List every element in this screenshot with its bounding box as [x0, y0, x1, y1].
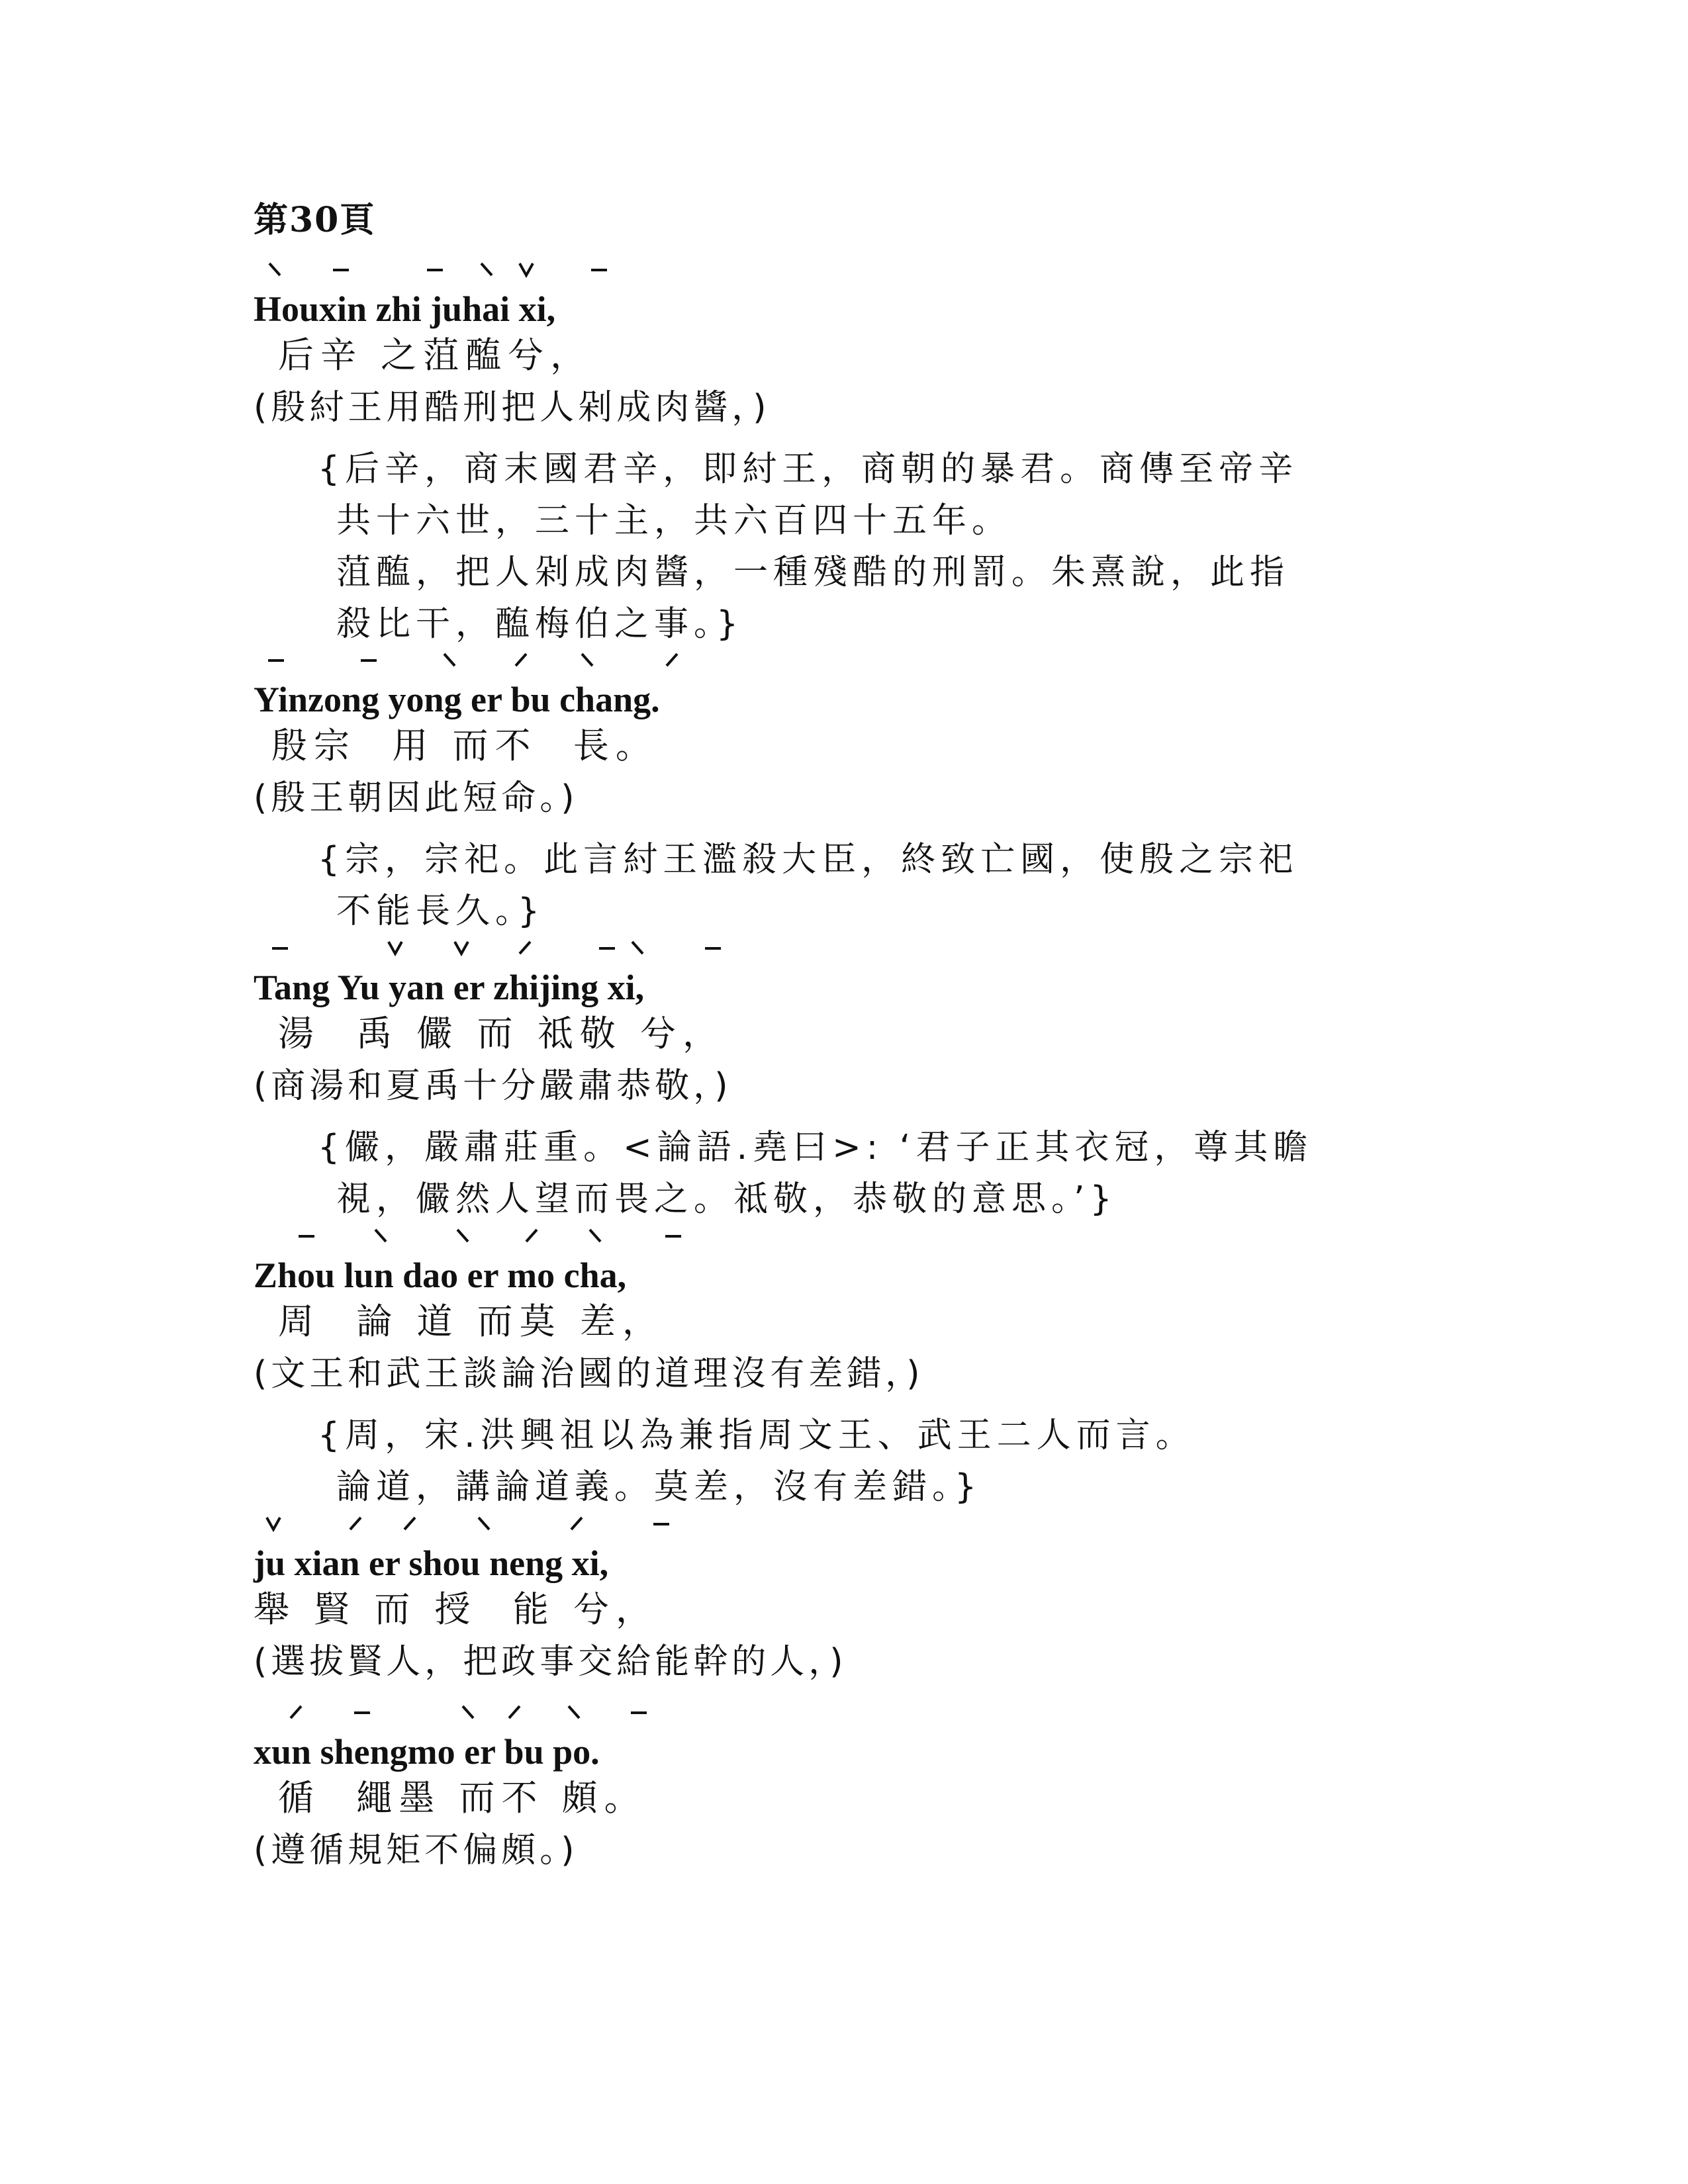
pinyin-line: xun shengmo er bu po. — [254, 1732, 600, 1772]
tone-marks — [254, 938, 1180, 964]
note-line: {后辛，商末國君辛，即紂王，商朝的暴君。商傳至帝辛 — [318, 449, 1299, 489]
translation-line: (選拔賢人，把政事交給能幹的人，) — [254, 1642, 847, 1682]
pinyin-line: ju xian er shou neng xi, — [254, 1543, 609, 1583]
annotation-note — [318, 443, 1443, 650]
pinyin-line: Houxin zhi juhai xi, — [254, 289, 556, 329]
pinyin-line: Zhou lun dao er mo cha, — [254, 1255, 627, 1295]
level-tone-mark-icon — [630, 1702, 648, 1722]
level-tone-mark-icon — [271, 938, 289, 958]
note-line: 菹醢，把人剁成肉醬，一種殘酷的刑罰。朱熹說，此指 — [336, 553, 1290, 592]
level-tone-mark-icon — [664, 1226, 682, 1246]
note-line: 論道，講論道義。莫差，沒有差錯。} — [336, 1467, 982, 1507]
falling-tone-mark-icon — [265, 259, 284, 279]
falling-tone-mark-icon — [578, 650, 596, 670]
rising-tone-mark-icon — [516, 938, 534, 958]
note-line: {周，宋.洪興祖以為兼指周文王、武王二人而言。 — [318, 1416, 1196, 1455]
level-tone-mark-icon — [426, 259, 444, 279]
rising-tone-mark-icon — [522, 1226, 541, 1246]
chinese-verse-line: 湯 禹 儼 而 祗敬 兮， — [278, 1013, 725, 1054]
rising-tone-mark-icon — [567, 1514, 586, 1533]
tone-marks — [254, 650, 1180, 676]
falling-tone-mark-icon — [459, 1702, 477, 1722]
falling-tone-mark-icon — [453, 1226, 472, 1246]
translation-line: (商湯和夏禹十分嚴肅恭敬，) — [254, 1066, 732, 1106]
pinyin-line: Yinzong yong er bu chang. — [254, 680, 660, 719]
dipping-tone-mark-icon — [517, 259, 536, 279]
rising-tone-mark-icon — [512, 650, 530, 670]
tone-marks — [254, 1702, 1180, 1729]
chinese-verse-line: 舉 賢 而 授 能 兮， — [254, 1588, 658, 1630]
dipping-tone-mark-icon — [452, 938, 471, 958]
falling-tone-mark-icon — [565, 1702, 583, 1722]
falling-tone-mark-icon — [440, 650, 459, 670]
translation-line: (遵循規矩不偏頗。) — [254, 1831, 579, 1870]
translation-line: (殷紂王用酷刑把人剁成肉醬，) — [254, 388, 771, 428]
level-tone-mark-icon — [704, 938, 722, 958]
level-tone-mark-icon — [598, 938, 616, 958]
note-line: 視，儼然人望而畏之。祗敬，恭敬的意思。’} — [336, 1179, 1117, 1219]
tone-marks — [254, 1514, 1180, 1540]
page-number-label: 第30頁 — [254, 200, 376, 240]
note-line: {儼，嚴肅莊重。<論語.堯曰>: ‘君子正其衣冠，尊其瞻 — [318, 1128, 1313, 1167]
annotation-note — [318, 1410, 1443, 1513]
translation-line: (殷王朝因此短命。) — [254, 778, 579, 818]
level-tone-mark-icon — [297, 1226, 316, 1246]
falling-tone-mark-icon — [371, 1226, 390, 1246]
dipping-tone-mark-icon — [264, 1514, 283, 1533]
level-tone-mark-icon — [652, 1514, 671, 1533]
dipping-tone-mark-icon — [386, 938, 404, 958]
rising-tone-mark-icon — [400, 1514, 419, 1533]
note-line: 共十六世，三十主，共六百四十五年。 — [336, 501, 1012, 541]
annotation-note — [318, 834, 1443, 937]
note-line: {宗，宗祀。此言紂王濫殺大臣，終致亡國，使殷之宗祀 — [318, 840, 1299, 880]
falling-tone-mark-icon — [475, 1514, 493, 1533]
level-tone-mark-icon — [353, 1702, 371, 1722]
note-line: 不能長久。} — [336, 891, 545, 931]
chinese-verse-line: 殷宗 用 而不 長。 — [271, 725, 658, 766]
pinyin-line: Tang Yu yan er zhijing xi, — [254, 968, 645, 1007]
level-tone-mark-icon — [332, 259, 350, 279]
level-tone-mark-icon — [590, 259, 608, 279]
rising-tone-mark-icon — [505, 1702, 524, 1722]
level-tone-mark-icon — [267, 650, 285, 670]
rising-tone-mark-icon — [663, 650, 681, 670]
chinese-verse-line: 循 繩墨 而不 頗。 — [278, 1777, 647, 1819]
translation-line: (文王和武王談論治國的道理沒有差錯，) — [254, 1354, 924, 1394]
level-tone-mark-icon — [359, 650, 378, 670]
tone-marks — [254, 1226, 1180, 1252]
falling-tone-mark-icon — [628, 938, 647, 958]
tone-marks — [254, 259, 1180, 286]
annotation-note — [318, 1122, 1443, 1225]
falling-tone-mark-icon — [477, 259, 496, 279]
chinese-verse-line: 后辛 之菹醢兮， — [278, 334, 593, 376]
chinese-verse-line: 周 論 道 而莫 差， — [278, 1300, 665, 1342]
rising-tone-mark-icon — [346, 1514, 365, 1533]
note-line: 殺比干，醢梅伯之事。} — [336, 604, 744, 644]
rising-tone-mark-icon — [287, 1702, 305, 1722]
falling-tone-mark-icon — [586, 1226, 604, 1246]
